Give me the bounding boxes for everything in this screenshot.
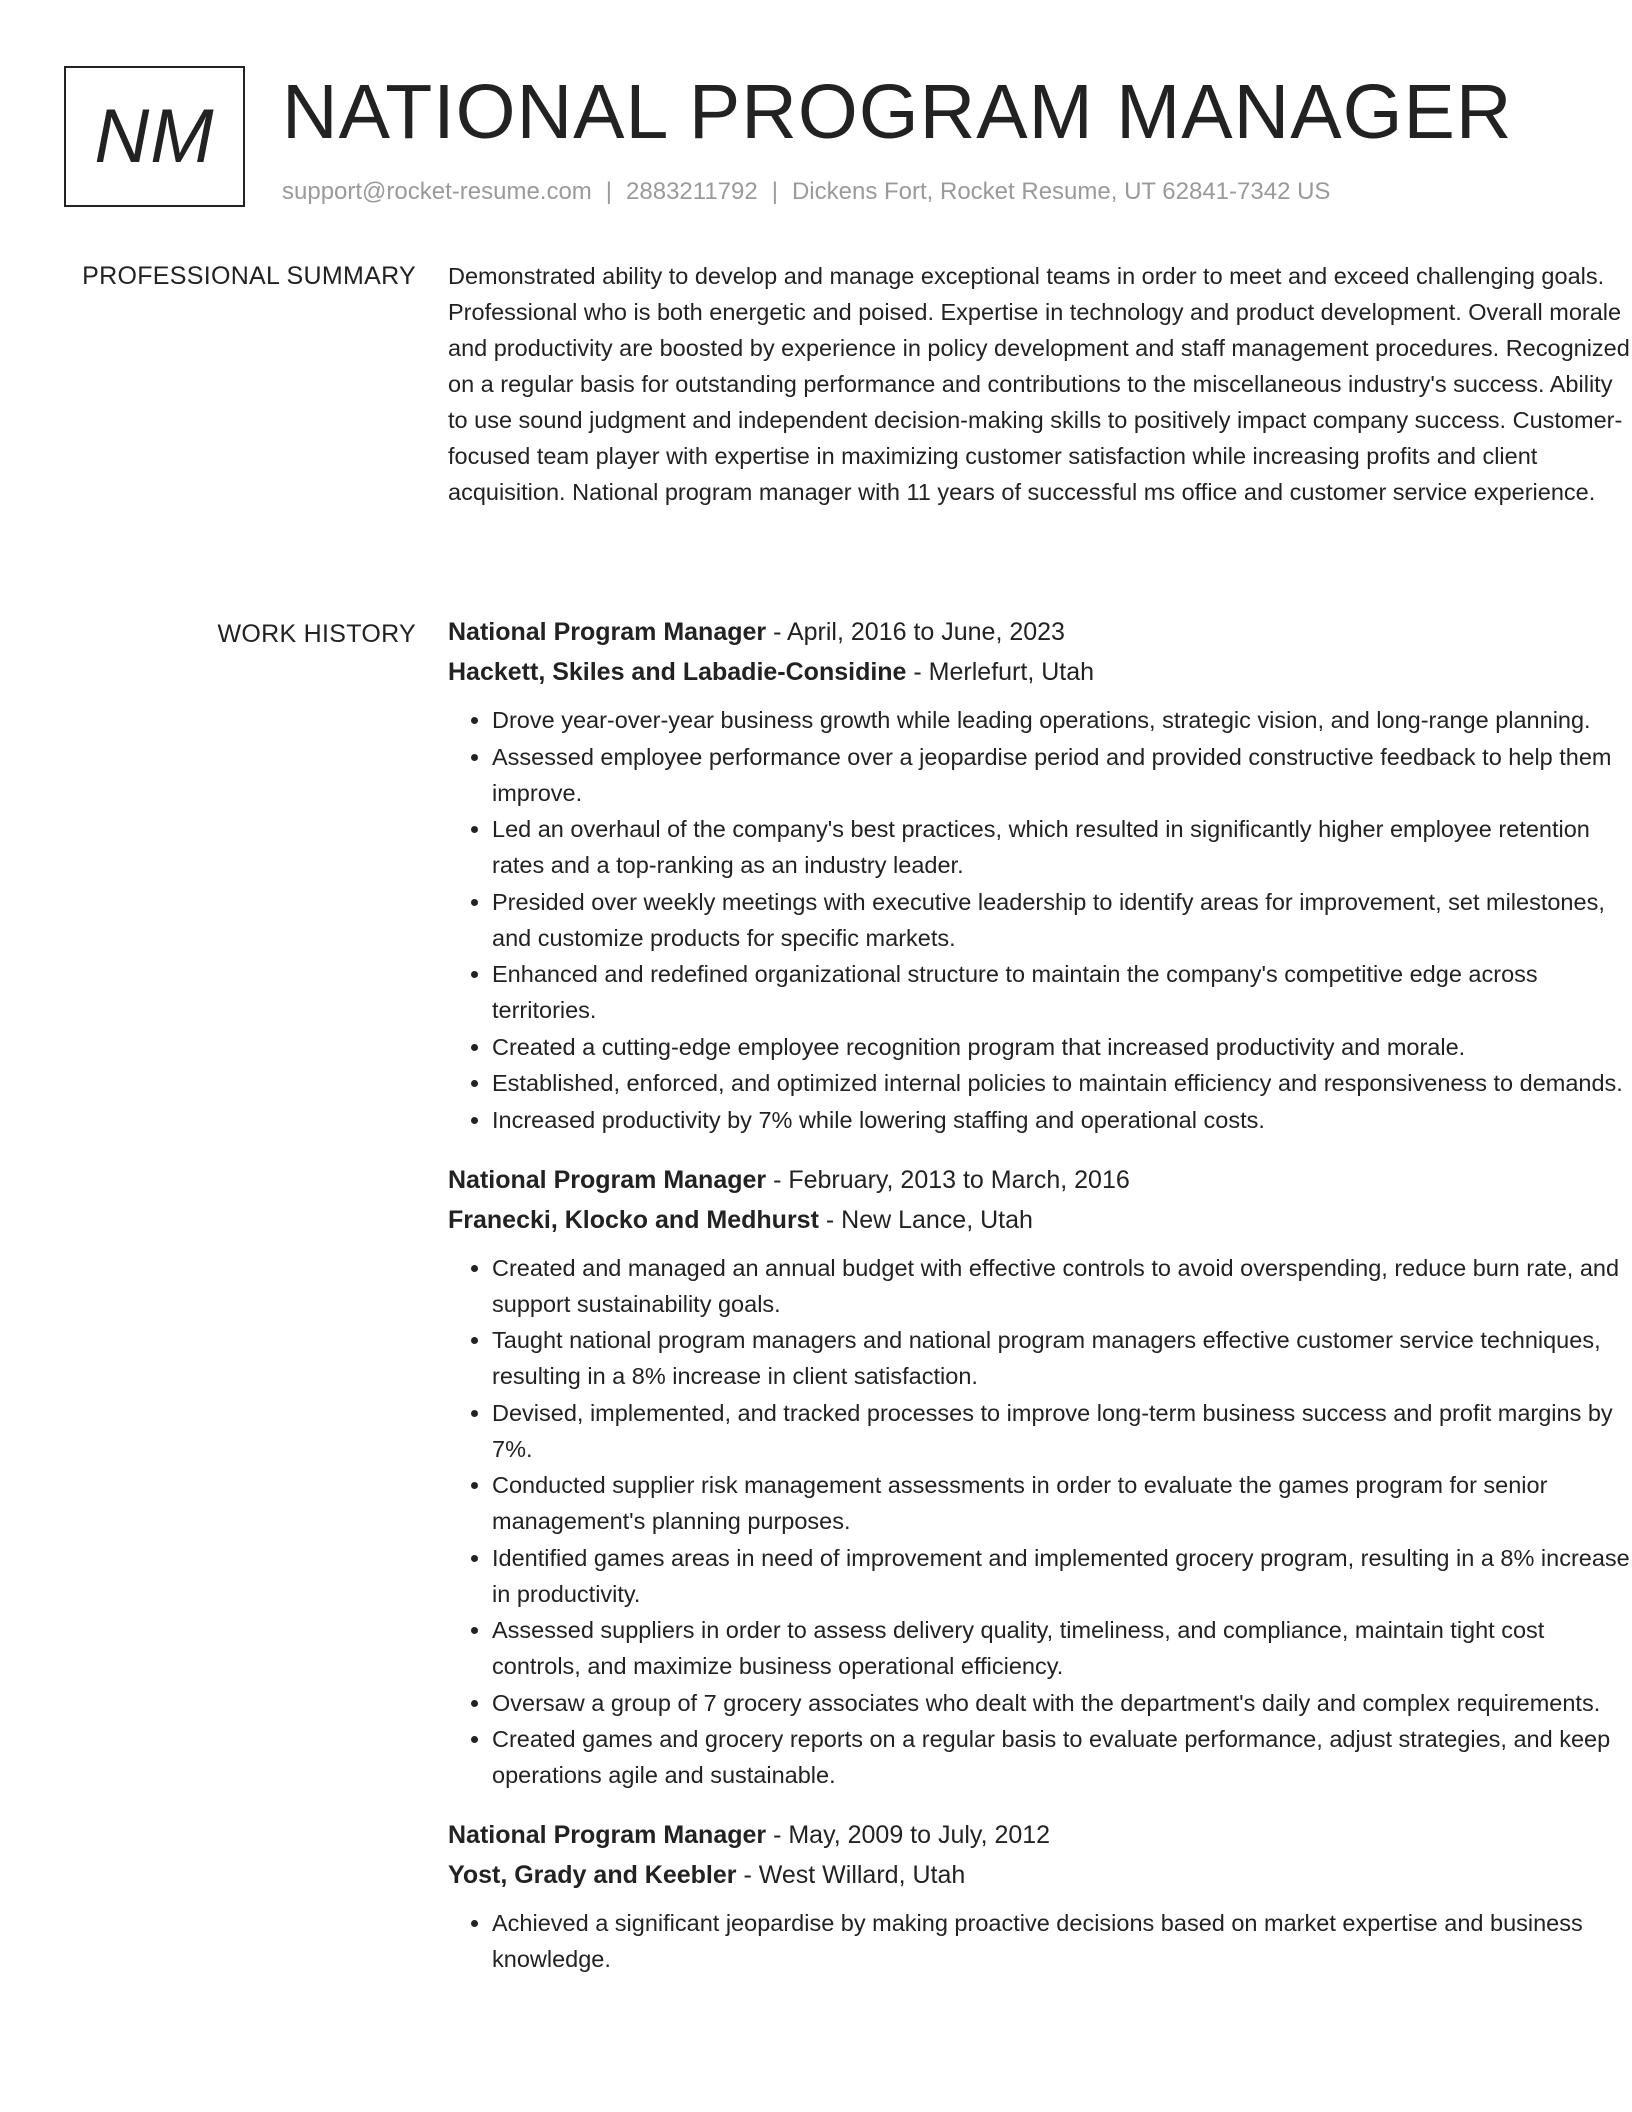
job-entry (448, 612, 1632, 1138)
job-location: - New Lance, Utah (818, 1205, 1033, 1234)
work-history-label: WORK HISTORY (217, 620, 416, 648)
job-bullets (448, 1905, 1632, 1977)
job-bullets (448, 702, 1632, 1138)
job-company: Yost, Grady and Keebler (448, 1861, 737, 1889)
job-entry (448, 1815, 1632, 1977)
monogram-box (64, 66, 245, 207)
summary-text: Demonstrated ability to develop and manage exceptional teams in order to meet and exceed challenging goals. Professional who is both energetic and poised. Expertise in technology and product development. Overall morale and productivity are boosted by experience in policy development and staff management procedures. Recognized on a regular basis for outstanding performance and contributions to the miscellaneous industry's success. Ability to use sound judgment and independent decision-making skills to positively impact company success. Customer-focused team player with expertise in maximizing customer satisfaction while increasing profits and client acquisition. National program manager with 11 years of successful ms office and customer service experience. (448, 263, 1630, 505)
job-bullets (448, 1250, 1632, 1794)
job-title: National Program Manager (448, 1821, 767, 1849)
job-bullet: • Created and managed an annual budget with effective controls to avoid overspending, reduce burn rate, and support sustainability goals. (492, 1250, 1632, 1322)
job-bullet: • Created a cutting-edge employee recognition program that increased productivity and morale. (492, 1029, 1632, 1065)
job-bullet: • Increased productivity by 7% while lowering staffing and operational costs. (492, 1102, 1632, 1138)
job-bullet: • Established, enforced, and optimized internal policies to maintain efficiency and responsiveness to demands. (492, 1065, 1632, 1101)
job-bullet: • Assessed employee performance over a jeopardise period and provided constructive feedback to help them improve. (492, 739, 1632, 811)
job-title-line (448, 612, 1632, 652)
job-bullet: • Oversaw a group of 7 grocery associates who dealt with the department's daily and complex requirements. (492, 1685, 1632, 1721)
job-title: National Program Manager (448, 1165, 767, 1194)
contact-separator: | (605, 178, 613, 205)
job-company: Franecki, Klocko and Medhurst (448, 1205, 819, 1234)
contact-email: support@rocket-resume.com (282, 178, 592, 205)
job-bullet: • Presided over weekly meetings with executive leadership to identify areas for improvement, set milestones, and customize products for specific markets. (492, 884, 1632, 956)
job-bullet: • Assessed suppliers in order to assess delivery quality, timeliness, and compliance, maintain tight cost controls, and maximize business operational efficiency. (492, 1612, 1632, 1684)
work-history-body (448, 612, 1632, 1999)
job-company: Hackett, Skiles and Labadie-Considine (448, 658, 907, 686)
job-dates: - April, 2016 to June, 2023 (766, 618, 1065, 646)
contact-address: Dickens Fort, Rocket Resume, UT 62841-7342 US (791, 178, 1331, 205)
job-title-line (448, 1160, 1632, 1200)
monogram-initials: NM (94, 93, 215, 179)
job-bullet: • Identified games areas in need of improvement and implemented grocery program, resulting in a 8% increase in productivity. (492, 1540, 1632, 1612)
job-bullet: • Achieved a significant jeopardise by making proactive decisions based on market expertise and business knowledge. (492, 1905, 1632, 1977)
job-entry (448, 1160, 1632, 1794)
resume-header (64, 66, 1584, 211)
contact-phone: 2883211792 (626, 178, 758, 205)
job-bullet: • Created games and grocery reports on a regular basis to evaluate performance, adjust strategies, and keep operations agile and sustainable. (492, 1721, 1632, 1793)
job-bullet: • Taught national program managers and national program managers effective customer service techniques, resulting in a 8% increase in client satisfaction. (492, 1322, 1632, 1394)
job-title: National Program Manager (448, 618, 767, 646)
contact-line (282, 174, 1330, 210)
job-bullet: • Conducted supplier risk management assessments in order to evaluate the games program for senior management's planning purposes. (492, 1467, 1632, 1539)
job-dates: - February, 2013 to March, 2016 (766, 1165, 1130, 1194)
job-bullet: • Enhanced and redefined organizational structure to maintain the company's competitive edge across territories. (492, 956, 1632, 1028)
summary-body (448, 258, 1632, 510)
summary-label: PROFESSIONAL SUMMARY (82, 262, 416, 290)
job-company-line (448, 652, 1632, 692)
job-bullet: • Drove year-over-year business growth while leading operations, strategic vision, and long-range planning. (492, 702, 1632, 738)
job-dates: - May, 2009 to July, 2012 (766, 1821, 1051, 1849)
job-company-line (448, 1855, 1632, 1895)
job-location: - West Willard, Utah (736, 1861, 966, 1889)
job-company-line (448, 1200, 1632, 1240)
job-bullet: • Devised, implemented, and tracked processes to improve long-term business success and profit margins by 7%. (492, 1395, 1632, 1467)
job-title-line (448, 1815, 1632, 1855)
contact-separator: | (771, 178, 778, 205)
candidate-title: NATIONAL PROGRAM MANAGER (282, 69, 1513, 155)
job-location: - Merlefurt, Utah (906, 658, 1095, 686)
job-bullet: • Led an overhaul of the company's best practices, which resulted in significantly higher employee retention rates and a top-ranking as an industry leader. (492, 811, 1632, 883)
